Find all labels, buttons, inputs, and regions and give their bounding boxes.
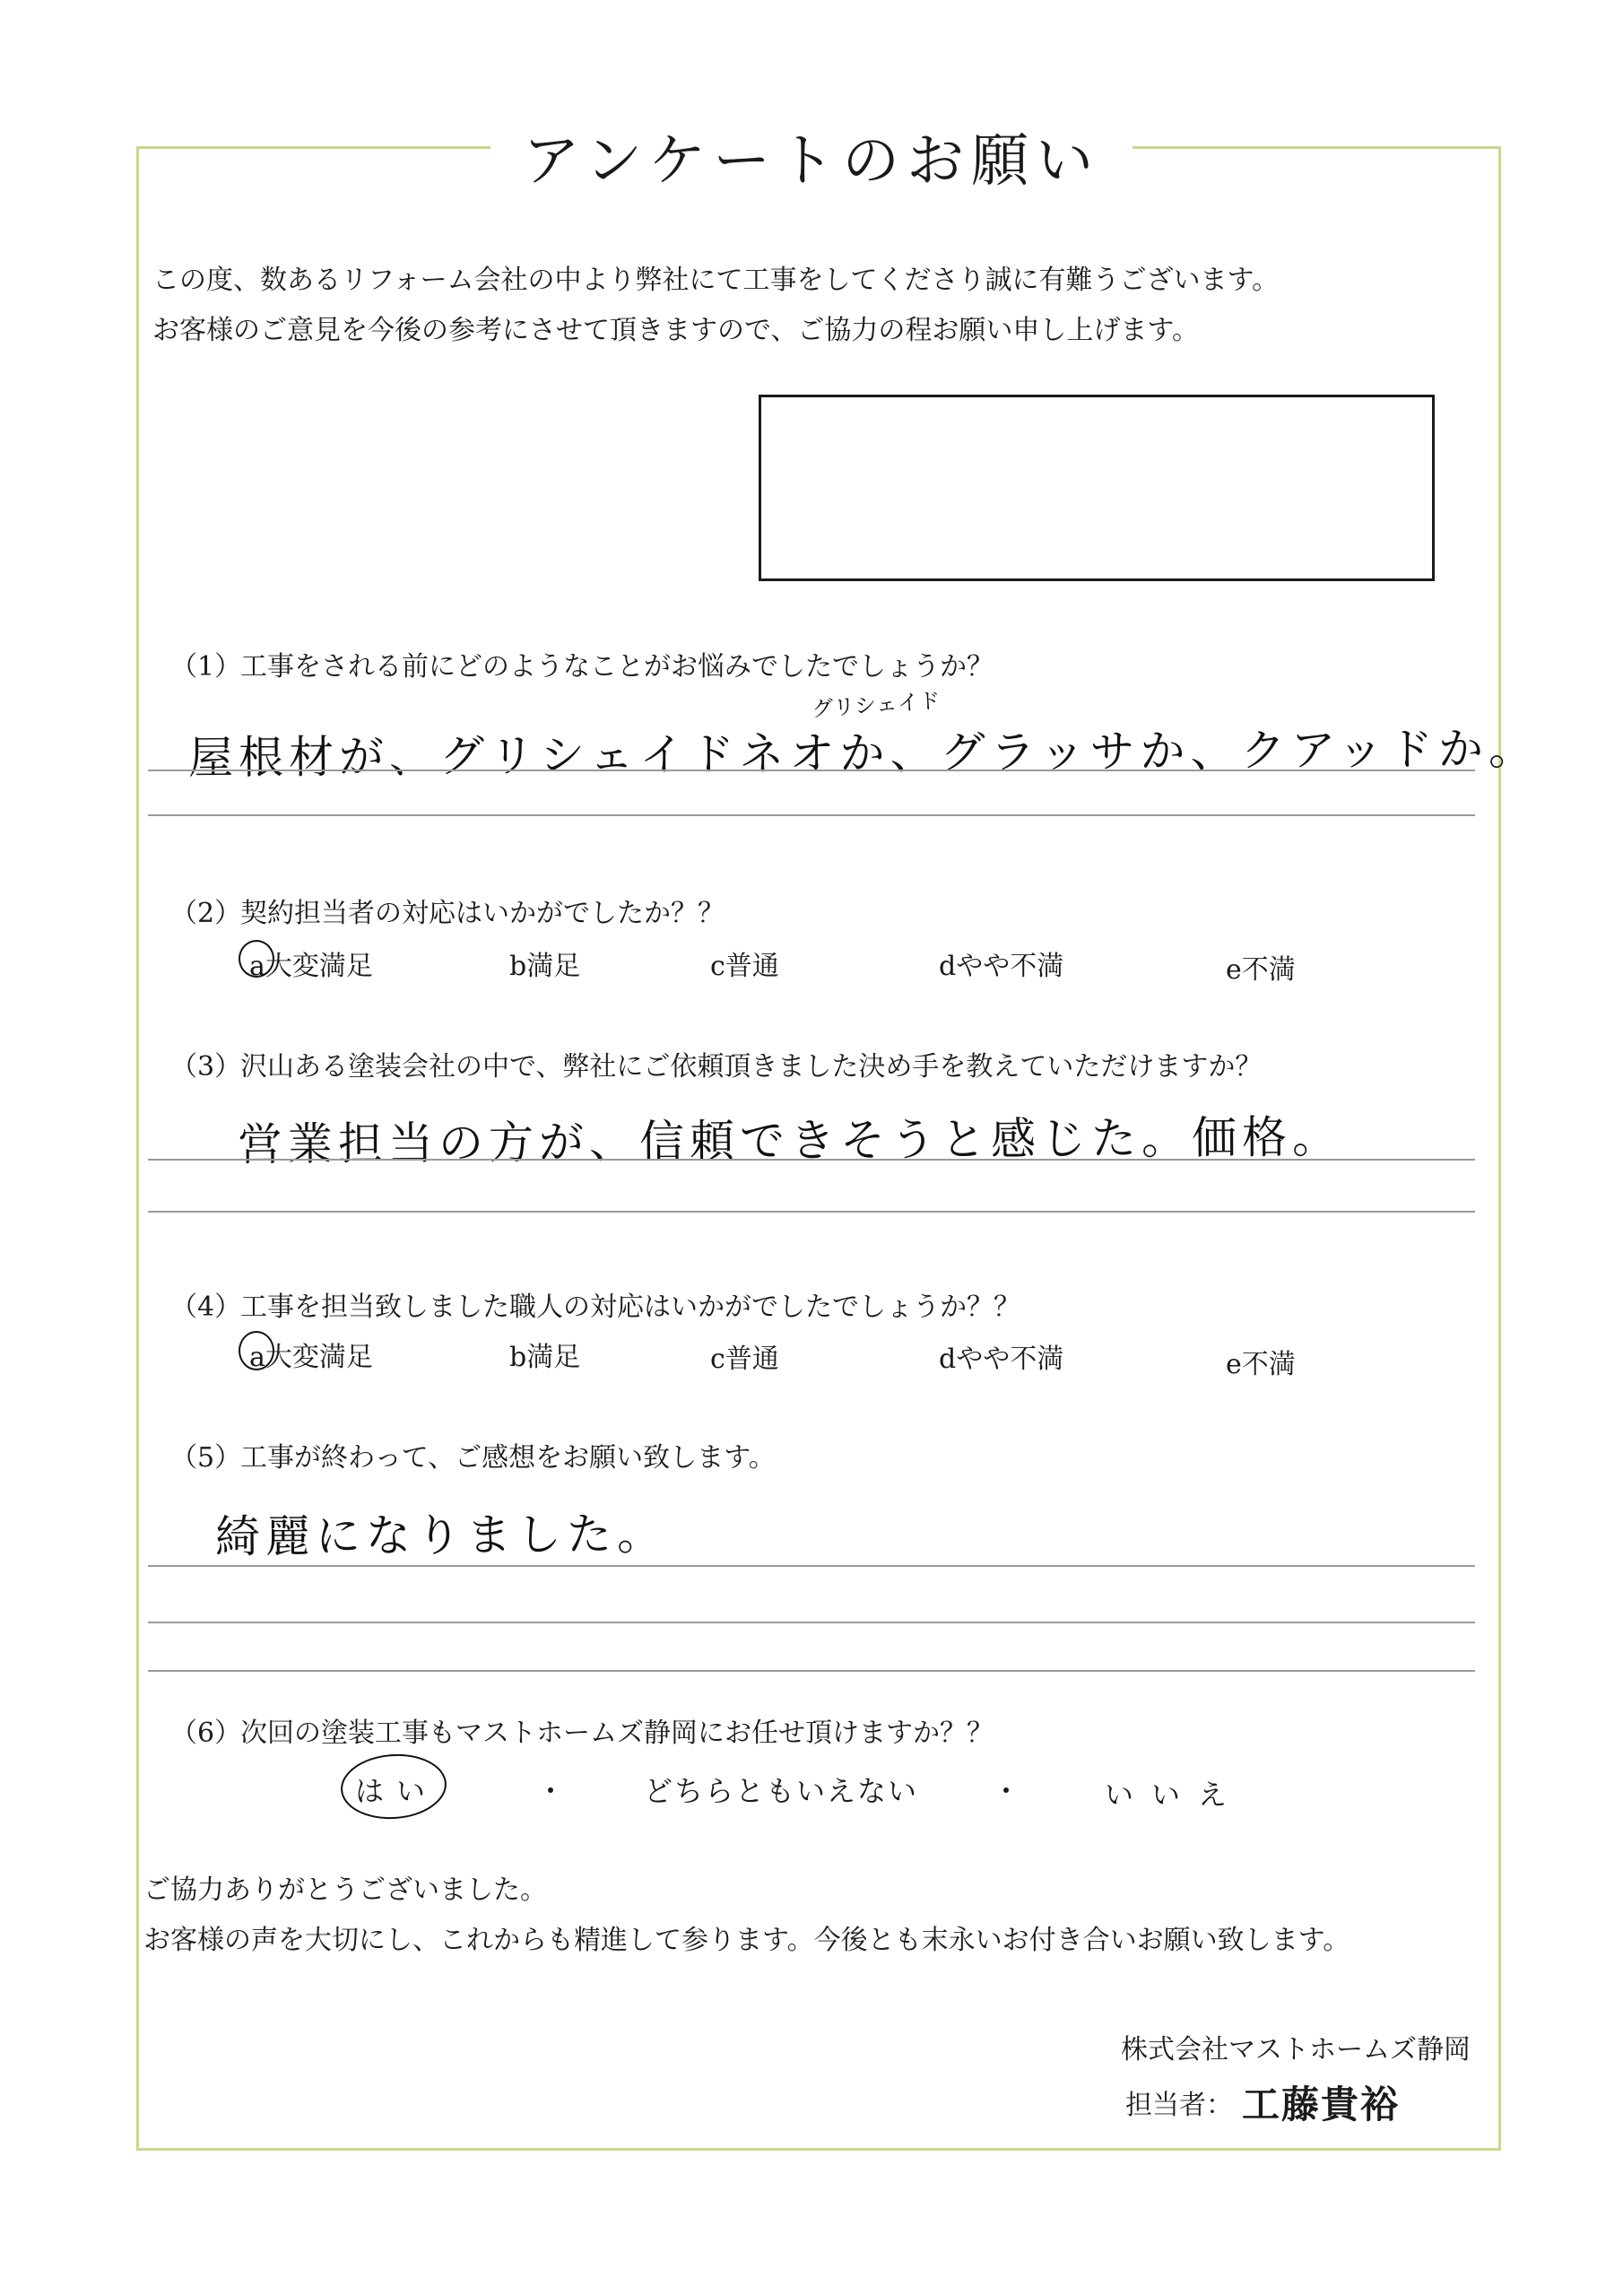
q2-option-c[interactable]: c普通 [710,951,779,982]
q2-option-b[interactable]: b満足 [509,951,581,982]
intro-line-2: お客様のご意見を今後の参考にさせて頂きますので、ご協力の程お願い申し上げます。 [152,315,1199,346]
question-4-text: 工事を担当致しました職人の対応はいかがでしたでしょうか？？ [240,1292,1020,1323]
closing-text [143,1866,1350,1966]
q2-option-e[interactable]: e不満 [1226,954,1296,986]
question-1-answer: 屋根材が、グリシェイドネオか、グラッサか、クアッドか。 [187,722,1540,785]
q2-selected-circle [239,940,274,978]
q2-option-a[interactable]: a大変満足 [249,951,373,982]
q4-selected-circle [239,1331,274,1370]
answer-line [148,1565,1475,1567]
q4-option-a[interactable]: a大変満足 [249,1342,373,1373]
answer-line [148,1670,1475,1672]
q4-option-e[interactable]: e不満 [1226,1349,1296,1380]
staff-line [1125,2072,1400,2126]
staff-signature: 工藤貴裕 [1242,2083,1401,2126]
question-3-answer: 営業担当の方が、信頼できそうと感じた。価格。 [237,1110,1343,1171]
question-4 [170,1284,1020,1324]
customer-name-box [759,395,1435,581]
question-2-text: 契約担当者の対応はいかがでしたか？？ [240,898,725,929]
q4-option-c[interactable]: c普通 [710,1344,779,1375]
answer-line [148,814,1475,816]
q6-option-neither[interactable]: どちらともいえない [644,1774,919,1808]
question-3-text: 沢山ある塗装会社の中で、弊社にご依頼頂きました決め手を教えていただけますか？ [240,1051,1263,1083]
question-1-ruby: グリシェイド [811,688,942,722]
question-1-text: 工事をされる前にどのようなことがお悩みでしたでしょうか？ [240,651,994,683]
q4-option-b[interactable]: b満足 [509,1342,581,1373]
question-5-text: 工事が終わって、ご感想をお願い致します。 [240,1442,776,1474]
intro-line-1: この度、数あるリフォーム会社の中より弊社にて工事をしてくださり誠に有難うございます。 [152,265,1280,296]
closing-line-1: ご協力ありがとうございました。 [143,1874,547,1906]
answer-line [148,770,1475,771]
question-6 [170,1710,994,1750]
intro-text [152,256,1279,356]
title-text: アンケートのお願い [490,128,1133,195]
question-1-number: （1） [170,651,242,683]
answer-line [148,1622,1475,1623]
question-6-text: 次回の塗装工事もマストホームズ静岡にお任せ頂けますか？？ [240,1718,994,1749]
answer-line [148,1159,1475,1161]
answer-line [148,1211,1475,1213]
q6-separator: ・ [992,1774,1021,1808]
page-title [0,115,1623,197]
question-2-number: （2） [170,898,242,929]
staff-label: 担当者： [1125,2090,1233,2121]
question-5 [170,1435,776,1474]
q2-option-d[interactable]: dやや不満 [939,951,1064,982]
question-1 [170,644,994,683]
question-2 [170,891,725,930]
question-5-number: （5） [170,1442,242,1474]
q6-option-yes[interactable]: はい [355,1774,438,1808]
question-4-number: （4） [170,1292,242,1323]
company-name: 株式会社マストホームズ静岡 [1121,2034,1471,2066]
q6-separator: ・ [536,1774,566,1808]
closing-line-2: お客様の声を大切にし、これからも精進して参ります。今後とも末永いお付き合いお願い致します。 [143,1925,1350,1956]
question-5-answer: 綺麗になりました。 [214,1508,668,1563]
q6-option-no[interactable]: いいえ [1105,1778,1245,1812]
question-3-number: （3） [170,1051,242,1083]
q4-option-d[interactable]: dやや不満 [939,1344,1064,1375]
question-6-number: （6） [170,1718,242,1749]
question-3 [170,1044,1262,1083]
